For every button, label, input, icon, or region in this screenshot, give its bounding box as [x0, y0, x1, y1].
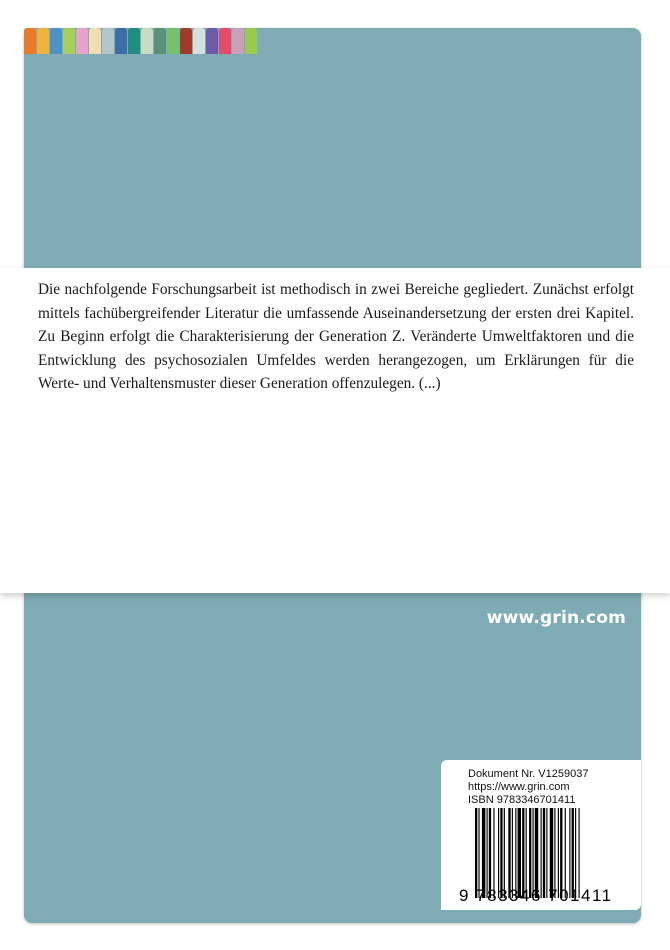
color-stripe — [167, 28, 179, 54]
barcode-bar — [504, 808, 505, 898]
barcode-bar — [478, 808, 479, 898]
color-stripe — [37, 28, 49, 54]
document-url: https://www.grin.com — [468, 781, 570, 793]
barcode-bar — [482, 808, 485, 898]
publisher-url[interactable]: www.grin.com — [486, 608, 626, 628]
barcode-bar — [529, 808, 531, 898]
color-stripe — [154, 28, 166, 54]
barcode-bar — [575, 808, 576, 898]
color-stripe — [115, 28, 127, 54]
color-stripes — [24, 28, 258, 54]
barcode-bar — [554, 808, 555, 898]
color-stripe — [219, 28, 231, 54]
color-stripe — [128, 28, 140, 54]
barcode-bar — [572, 808, 574, 898]
isbn-number: ISBN 9783346701411 — [468, 794, 576, 806]
color-stripe — [102, 28, 114, 54]
barcode-bar — [522, 808, 524, 898]
barcode-bar — [550, 808, 553, 898]
barcode-bar — [489, 808, 491, 898]
barcode-bar — [493, 808, 494, 898]
barcode-bar — [560, 808, 562, 898]
barcode-bar — [518, 808, 521, 898]
color-stripe — [245, 28, 257, 54]
barcode-bar — [558, 808, 559, 898]
barcode-bar — [515, 808, 516, 898]
color-stripe — [76, 28, 88, 54]
barcode-bar — [498, 808, 499, 898]
document-number: Dokument Nr. V1259037 — [468, 768, 589, 780]
barcode-bar — [475, 808, 477, 898]
color-stripe — [180, 28, 192, 54]
barcode-bar — [533, 808, 534, 898]
barcode-bar — [579, 808, 580, 898]
blurb-panel — [0, 268, 670, 593]
isbn-label — [441, 760, 641, 910]
barcode-bar — [500, 808, 502, 898]
barcode-bar — [535, 808, 538, 898]
barcode-bar — [512, 808, 513, 898]
color-stripe — [232, 28, 244, 54]
barcode-bar — [569, 808, 570, 898]
color-stripe — [141, 28, 153, 54]
barcode-bar — [543, 808, 545, 898]
color-stripe — [63, 28, 75, 54]
barcode-bar — [487, 808, 488, 898]
barcode-bar — [526, 808, 527, 898]
color-stripe — [193, 28, 205, 54]
barcode-bar — [541, 808, 542, 898]
color-stripe — [50, 28, 62, 54]
barcode-bar — [565, 808, 566, 898]
barcode-digits: 9 783346 701411 — [459, 886, 613, 905]
color-stripe — [24, 28, 36, 54]
barcode-bar — [508, 808, 510, 898]
color-stripe — [206, 28, 218, 54]
barcode — [475, 808, 615, 898]
blurb-text: Die nachfolgende Forschungsarbeit ist methodisch in zwei Bereiche gegliedert. Zunächst erfolgt mittels fachübergreifender Literatur die umfassende Auseinandersetzung der ersten drei Kapitel. Zu Beginn erfolgt die Charakterisierung der Generation Z. Veränderte Umweltfaktoren und die Entwicklung des psychosozialen Umfeldes werden herangezogen, um Erklärungen für die Werte- und Verhaltensmuster dieser Generation offenzulegen. (...) — [38, 281, 634, 392]
color-stripe — [89, 28, 101, 54]
barcode-bar — [546, 808, 547, 898]
